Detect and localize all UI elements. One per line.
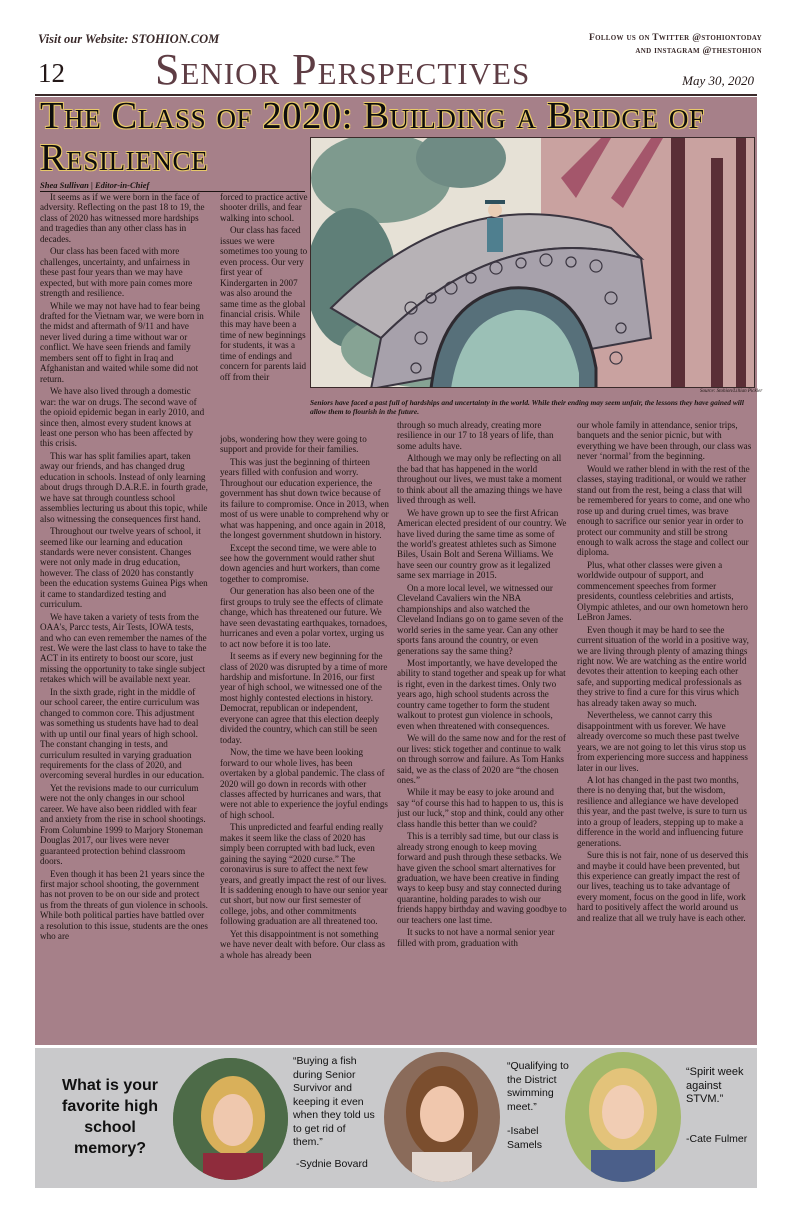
paragraph: While we may not have had to fear being drafted for the Vietnam war, we were born in the midst and aftermath of 9/11 and have never lived during a time without war or conflict. We have seen friends and family members sent off to fight in Iraq and Afghanistan and waited while some did not return.: [40, 300, 204, 384]
paragraph: Our class has been faced with more challenges, uncertainty, and unfairness in these past four years than we may have expected, but with more pain comes more strength and resilience.: [40, 246, 193, 299]
paragraph: This war has split families apart, taken away our friends, and has changed drug education in schools. Instead of only learning about drugs through D.A.R.E. in fourth grade, we have sat through countless school assemblies lecturing us about this topic, while also witnessing the consequences first hand.: [40, 450, 208, 524]
quote-author: -Isabel Samels: [507, 1125, 543, 1151]
paragraph: Although we may only be reflecting on all the bad that has happened in the world throughout our lives, we must take a moment to think about all the amazing things we have lived through as well.: [397, 453, 563, 506]
paragraph: Our class has faced issues we were sometimes too young to even process. Our very first year of Kindergarten in 2007 was also around the same time as the global financial crisis. While this may have been a time of new beginnings for students, it was a time of endings and concern for parents laid off from their: [220, 225, 308, 382]
paragraph: We will do the same now and for the rest of our lives: stick together and continue to walk on through sorrow and failure. As Tom Hanks said, we as the class of 2020 are “the chosen ones.”: [397, 733, 566, 785]
portrait-cate: [565, 1052, 681, 1182]
paragraph: This was just the beginning of thirteen years filled with confusion and worry. Throughout our education experience, the government has shut down twice because of its failure to compromise. Once in 2013, when most of us were unable to comprehend why or what was happening, and once again in 2018, the longest government shutdown in history.: [220, 456, 389, 541]
paragraph: We have taken a variety of tests from the OAA's, Parcc tests, Air Tests, IOWA tests, and who can even remember the names of the rest. We were the last class to have to take the ACT in its entirety to boost our score, just missing the opportunity to take single subject retakes which will be available next year.: [40, 611, 207, 685]
paragraph: We have also lived through a domestic war: the war on drugs. The second wave of the opioid epidemic began in early 2010, and since then, almost every student knows at least one person who has been affected by this crisis.: [40, 386, 205, 449]
portrait-sydnie: [173, 1058, 288, 1180]
paragraph: It seems as if every new beginning for the class of 2020 was disrupted by a time of more hardship and misfortune. In 2016, our first year of high school, we witnessed one of the most highly contested elections in history. Democrat, republican or independent, everyone can agree that this election deeply divided the country, which can still be seen today.: [220, 651, 388, 745]
quote-author: -Cate Fulmer: [686, 1133, 748, 1145]
paragraph: Yet this disappointment is not something we have never dealt with before. Our class as a whole has already been: [220, 928, 385, 960]
paragraph: jobs, wondering how they were going to support and provide for their families.: [220, 434, 367, 455]
paragraph: Most importantly, we have developed the ability to stand together and speak up for what is right, even in the darkest times. Only two years ago, high school students across the country came together to form the student walkout to protest gun violence in schools, even when threatened with consequences.: [397, 657, 566, 731]
twitter-handle[interactable]: Follow us on Twitter @stohiontoday: [588, 33, 762, 43]
avatar: [565, 1052, 681, 1182]
paragraph: Plus, what other classes were given a worldwide outpour of support, and commencement speeches from former presidents, countless celebrities and artists, Olympic athletes, and our own hometown hero LeBron James.: [577, 559, 748, 623]
photo-credit: Source: Stohion/Lillian Pickler: [700, 389, 763, 394]
article-headline: The Class of 2020: Building a Bridge of Resilience: [40, 95, 705, 179]
article-column-1: [40, 192, 208, 1042]
paragraph: Our generation has also been one of the first groups to truly see the effects of climate change, which has threatened our future. We have seen devastating earthquakes, tornadoes, hurricanes and even a polar vortex, urging us to act now before it is too late.: [220, 586, 388, 649]
paragraph: our whole family in attendance, senior trips, banquets and the senior picnic, but with everything we have been through, our class was never ‘normal’ from the beginning.: [577, 420, 752, 462]
paragraph: Would we rather blend in with the rest of the classes, staying traditional, or would we rather stand out from the rest, being a class that will be remembered for years to come, and one who rose up and during cruel times, was brave enough to sacrifice our senior year in order to protect our community and still be strong enough to walk across the stage and collect our diploma.: [577, 463, 750, 558]
paragraph: Even though it has been 21 years since the first major school shooting, the government has not proven to be on our side and protect us from the threats of gun violence in schools. While both political parties have battled over a resolution to this issue, students are the ones who are: [40, 868, 208, 942]
section-title: Senior Perspectives: [155, 45, 531, 94]
paragraph: forced to practice active shooter drills, and fear walking into school.: [220, 192, 308, 223]
article-column-3: [397, 420, 567, 1042]
bridge-illustration-svg: [311, 138, 755, 388]
quotes-question: What is your favorite high school memory?: [61, 1077, 158, 1157]
quote-text: “Qualifying to the District swimming meet.”: [507, 1060, 569, 1113]
paragraph: Except the second time, we were able to see how the government would rather shut down agencies and hurt workers, than come together to compromise.: [220, 542, 380, 584]
paragraph: A lot has changed in the past two months, there is no denying that, but the wisdom, resilience and allegiance we have developed this year, and the past twelve, is sure to turn us into a group of leaders, stepping up to make a difference in the world and influencing future generations.: [577, 774, 747, 848]
paragraph: Throughout our twelve years of school, it seemed like our learning and education standards were never consistent. Changes were not only made in drug education, however. The class of 2020 has constantly been the education systems Guinea Pigs when it came to standardized testing and curriculum.: [40, 526, 208, 610]
quote-author: -Sydnie Bovard: [296, 1158, 368, 1170]
paragraph: This unpredicted and fearful ending really makes it seem like the class of 2020 has simply been corrupted with bad luck, even gaining the saying “2020 curse.” The coronavirus is sure to affect the next few years, and greatly impact the rest of our lives. It is saddening enough to have our senior year cut short, but now our first semester of college, jobs, and other commitments following graduation are all threatened too.: [220, 822, 388, 927]
quote-text: “Buying a fish during Senior Survivor and keeping it even when they told us to get rid of them.”: [293, 1055, 375, 1148]
paragraph: Even though it may be hard to see the current situation of the world in a positive way, we are living through plenty of amazing things right now. We are watching as the entire world devotes their attention to keeping each other safe, and supporting medical professionals as they strive to find a cure for this virus which has already taken away so much.: [577, 624, 749, 708]
paragraph: Sure this is not fair, none of us deserved this and maybe it could have been prevented, but this experience can greatly impact the rest of our lives, teaching us to take advantage of every moment, focus on the good in life, work hard to positively affect the world around us and realize that all we truly have is each other.: [577, 850, 749, 923]
article-column-2: [220, 434, 390, 1042]
article-column-4: [577, 420, 752, 1042]
page-number: 12: [38, 58, 65, 88]
avatar: [173, 1058, 288, 1180]
portrait-isabel: [384, 1052, 500, 1182]
paragraph: This is a terribly sad time, but our class is already strong enough to keep moving forward and push through these setbacks. We have given the school smart alternatives for graduation, we have been creative in finding ways to keep busy and stay connected during quarantine, holding parades to wish our friends happy birthday and waving goodbye to our teachers one last time.: [397, 831, 567, 925]
social-follow: [589, 32, 762, 58]
paragraph: It sucks to not have a normal senior year filled with prom, graduation with: [397, 927, 555, 948]
paragraph: Now, the time we have been looking forward to our whole lives, has been overtaken by a global pandemic. The class of 2020 will go down in records with other classes affected by hurricanes and wars, that were not able to experience the joyful endings of high school.: [220, 747, 388, 820]
bridge-illustration: [310, 137, 755, 388]
website-link[interactable]: Visit our Website: STOHION.COM: [38, 32, 220, 46]
paragraph: Nevertheless, we cannot carry this disappointment with us forever. We have already overcome so much these past twelve years, we are not going to let this virus stop us from experiencing more success and happiness later in our lives.: [577, 710, 748, 773]
paragraph: We have grown up to see the first African American elected president of our country. We have lived during the same time as some of the world's greatest athletes such as Simone Biles, Usain Bolt and Serena Williams. We have seen our country grow as it legalized same sex marriage in 2015.: [397, 507, 567, 581]
paragraph: In the sixth grade, right in the middle of our school career, the entire curriculum was changed to common core. This adjustment was something us students have had to deal with up until our final years of high school. The constant changing in tests, and curriculum resulted in varying graduation requirements for the class of 2020, and overcoming several hurdles in our education.: [40, 686, 205, 781]
instagram-handle[interactable]: and instagram @thestohion: [635, 46, 762, 56]
paragraph: Yet the revisions made to our curriculum were not the only changes in our school career. We have also been riddled with fear and anxiety from the rise in school shootings. From Columbine 1999 to Marjory Stoneman Douglas 2017, our lives were never guaranteed protection behind classroom doors.: [40, 782, 206, 867]
paragraph: While it may be easy to joke around and say “of course this had to happen to us, this is just our luck,” stop and think, could any other class handle this better than we could?: [397, 787, 564, 829]
photo-caption: Seniors have faced a past full of hardships and uncertainty in the world. While their ending may seem unfair, the lessons they have gained will allow them to flourish in the future.: [310, 398, 744, 416]
paragraph: It seems as if we were born in the face of adversity. Reflecting on the past 18 to 19, the class of 2020 has witnessed more hardships and tragedies than any other class has in decades.: [40, 192, 205, 244]
byline: Shea Sullivan | Editor-in-Chief: [40, 180, 305, 192]
quote-text: “Spirit week against STVM.”: [686, 1066, 744, 1105]
article-column-2-narrow: [220, 192, 312, 434]
issue-date: May 30, 2020: [682, 73, 754, 88]
paragraph: through so much already, creating more resilience in our 17 to 18 years of life, than some adults have.: [397, 420, 554, 451]
avatar: [384, 1052, 500, 1182]
paragraph: On a more local level, we witnessed our Cleveland Cavaliers win the NBA championships and also watched the Cleveland Indians go on to game seven of the world series in the same year. Can any other sports fans around the country, or even generations say the same thing?: [397, 582, 564, 656]
